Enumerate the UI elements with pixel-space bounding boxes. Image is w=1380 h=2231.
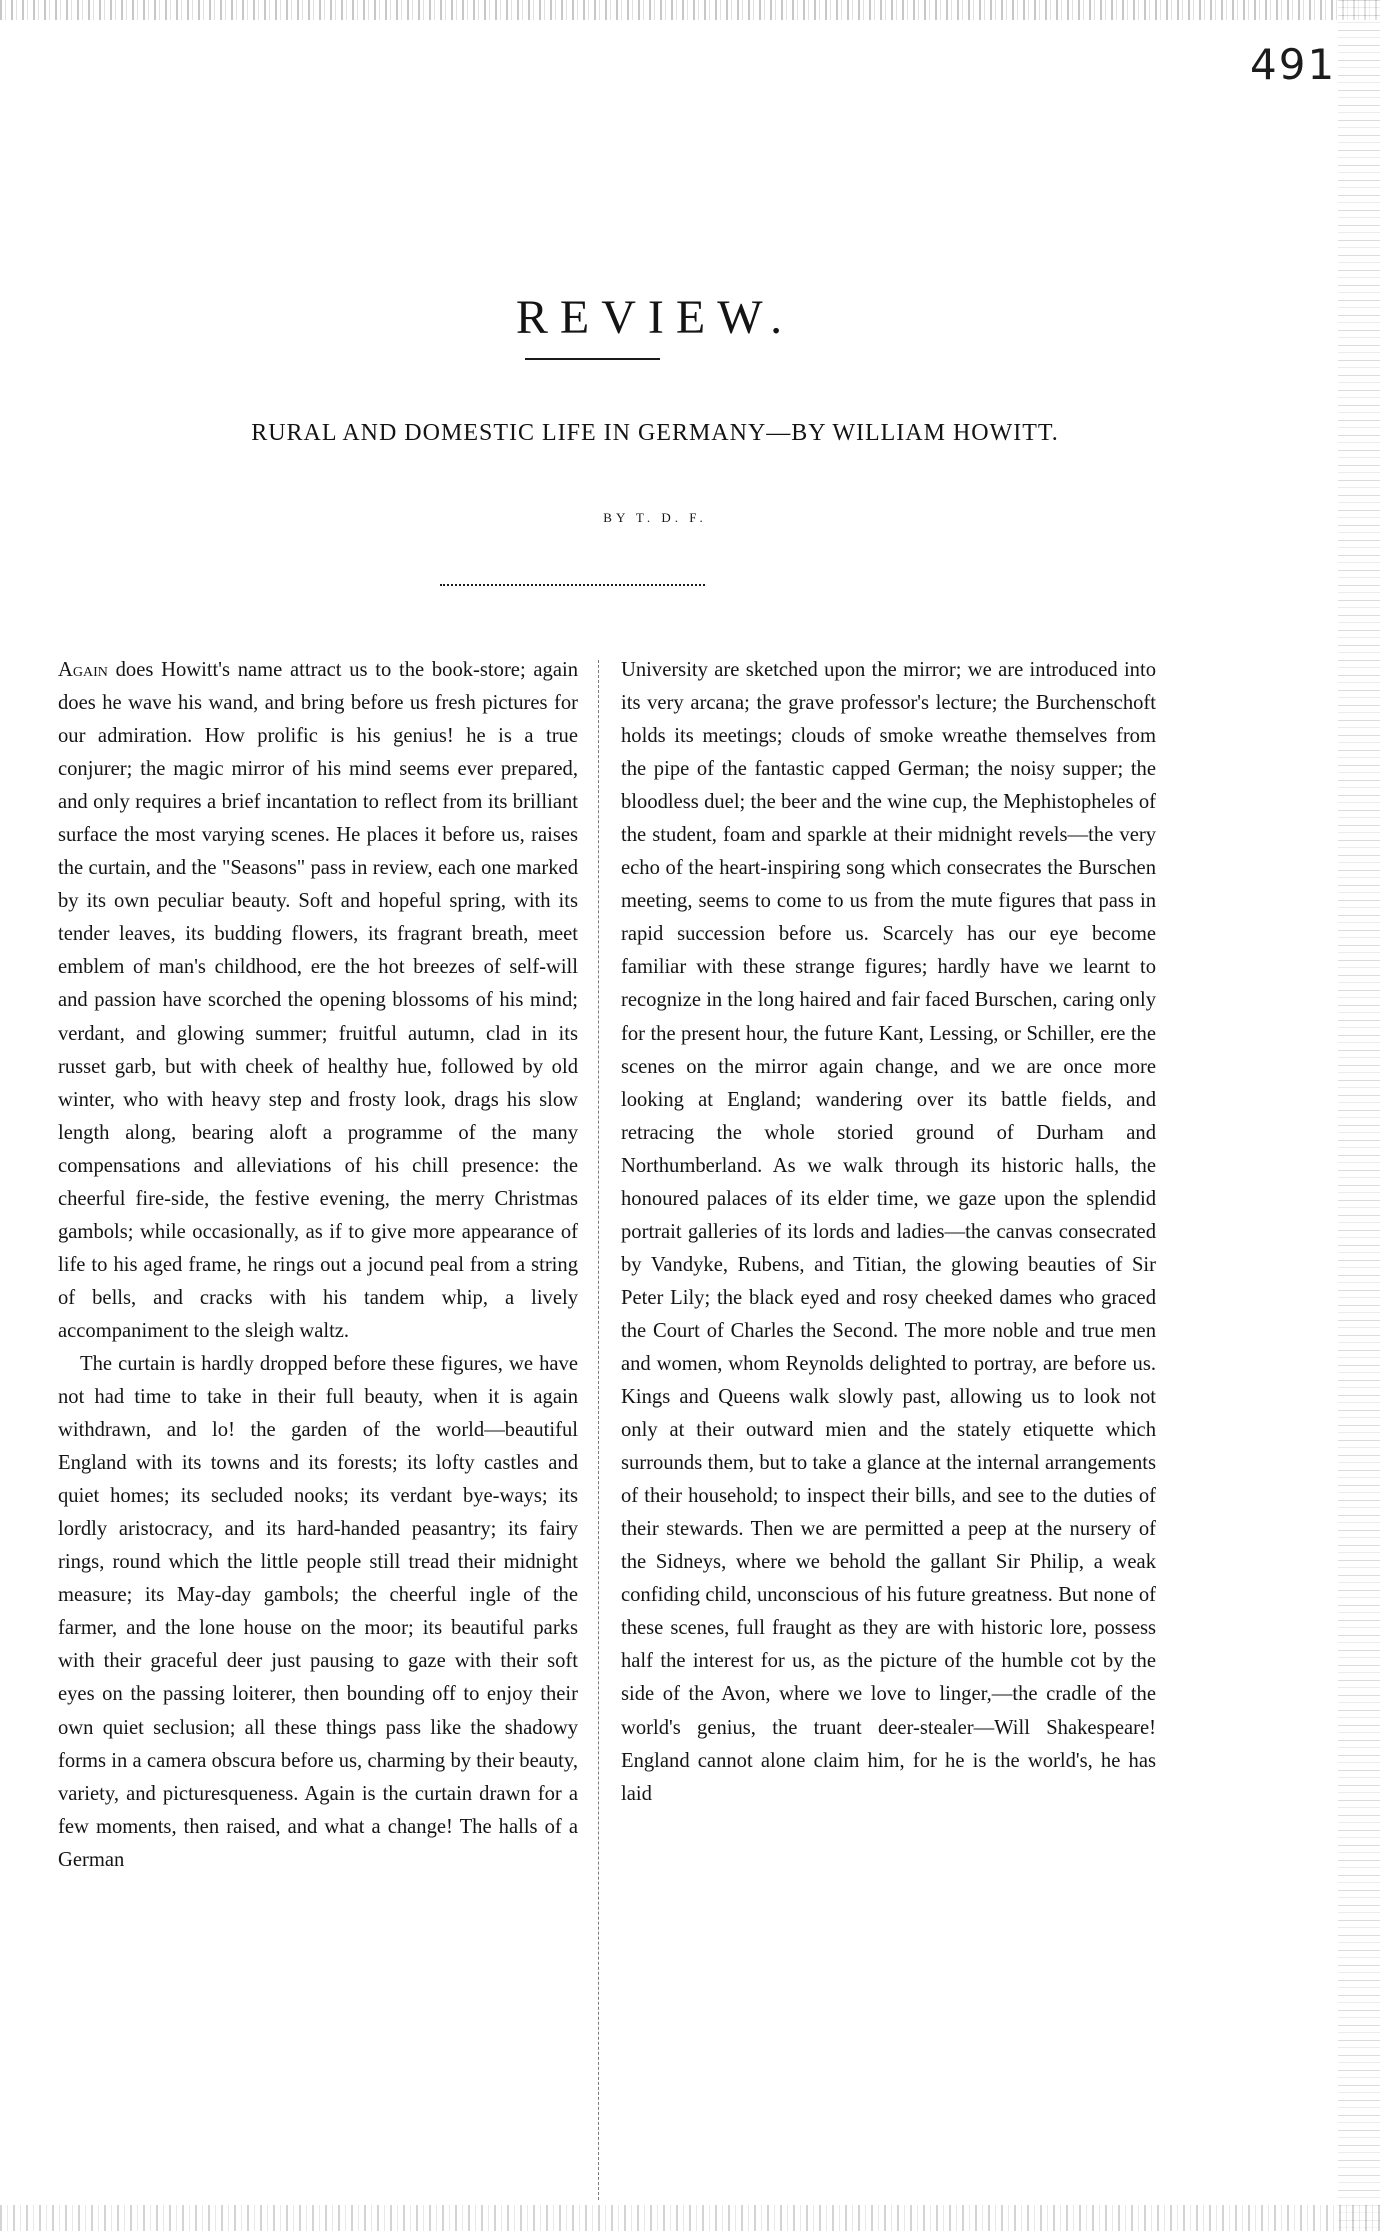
paragraph: University are sketched upon the mirror; we are introduced into its very arcana; the grave professor's lecture; the Burchenschoft holds its meetings; clouds of smoke wreathe themselves from the pipe of the fantastic capped German; the noisy supper; the bloodless duel; the beer and the wine cup, the Mephistopheles of the student, foam and sparkle at their midnight revels—the very echo of the heart-inspiring song which consecrates the Burschen meeting, seems to come to us from the mute figures that pass in rapid succession before us. Scarcely has our eye become familiar with these strange figures; hardly have we learnt to recognize in the long haired and fair faced Burschen, caring only for the present hour, the future Kant, Lessing, or Schiller, ere the scenes on the mirror again change, and we are once more looking at England; wandering over its battle fields, and retracing the whole storied ground of Durham and Northumberland. As we walk through its historic halls, the honoured palaces of its elder time, we gaze upon the splendid portrait galleries of its lords and ladies—the canvas consecrated by Vandyke, Rubens, and Titian, the glowing beauties of Sir Peter Lily; the black eyed and rosy cheeked dames who graced the Court of Charles the Second. The more noble and true men and women, whom Reynolds delighted to portray, are before us. Kings and Queens walk slowly past, allowing us to look not only at their outward mien and the stately etiquette which surrounds them, but to take a glance at the internal arrangements of their household; to inspect their bills, and see to the duties of their stewards. Then we are permitted a peep at the nursery of the Sidneys, where we behold the gallant Sir Philip, a weak confiding child, unconscious of his future greatness. But none of these scenes, full fraught as they are with historic lore, possess half the interest for us, as the picture of the humble cot by the side of the Avon, where we love to linger,—the cradle of the world's genius, the truant deer-stealer—Will Shakespeare! England cannot alone claim him, for he is the world's, he has laid bbox=[621, 659, 1156, 1805]
ornamental-rule bbox=[440, 584, 705, 586]
drop-word: Again bbox=[58, 659, 108, 681]
column-divider bbox=[598, 660, 599, 2200]
page-number: 491 bbox=[1250, 40, 1337, 89]
paragraph-text: does Howitt's name attract us to the book-store; again does he wave his wand, and bring before us fresh pictures for our admiration. How prolific is his genius! he is a true conjurer; the magic mirror of his mind seems ever prepared, and only requires a brief incantation to reflect from its brilliant surface the most varying scenes. He places it before us, raises the curtain, and the "Seasons" pass in review, each one marked by its own peculiar beauty. Soft and hopeful spring, with its tender leaves, its budding flowers, its fragrant breath, meet emblem of man's childhood, ere the hot breezes of self-will and passion have scorched the opening blossoms of his mind; verdant, and glowing summer; fruitful autumn, clad in its russet garb, but with cheek of healthy hue, followed by old winter, who with heavy step and frosty look, drags his slow length along, bearing aloft a programme of the many compensations and alleviations of his chill presence: the cheerful fire-side, the festive evening, the merry Christmas gambols; while occasionally, as if to give more appearance of life to his aged frame, he rings out a jocund peal from a string of bells, and cracks with his tandem whip, a lively accompaniment to the sleigh waltz. bbox=[58, 659, 578, 1342]
title-rule bbox=[525, 358, 660, 360]
article-subtitle: RURAL AND DOMESTIC LIFE IN GERMANY—BY WILLIAM HOWITT. bbox=[251, 420, 1059, 446]
paragraph: The curtain is hardly dropped before these figures, we have not had time to take in their full beauty, when it is again withdrawn, and lo! the garden of the world—beautiful England with its towns and its forests; its lofty castles and quiet homes; its secluded nooks; its verdant bye-ways; its lordly aristocracy, and its hard-handed peasantry; its fairy rings, round which the little people still tread their midnight measure; its May-day gambols; the cheerful ingle of the farmer, and the lone house on the moor; its beautiful parks with their graceful deer just pausing to gaze with their soft eyes on the passing loiterer, then bounding off to enjoy their own quiet seclusion; all these things pass like the shadowy forms in a camera obscura before us, charming by their beauty, variety, and picturesqueness. Again is the curtain drawn for a few moments, then raised, and what a change! The halls of a German bbox=[58, 1352, 578, 1871]
scan-noise-top bbox=[0, 0, 1380, 20]
scan-noise-bottom bbox=[0, 2205, 1380, 2231]
right-column bbox=[621, 654, 1156, 2204]
left-column bbox=[58, 654, 578, 2204]
article-byline: BY T. D. F. bbox=[603, 510, 707, 525]
page-title: REVIEW. bbox=[515, 291, 795, 345]
paragraph bbox=[58, 654, 578, 1348]
scan-noise-right bbox=[1338, 0, 1380, 2231]
